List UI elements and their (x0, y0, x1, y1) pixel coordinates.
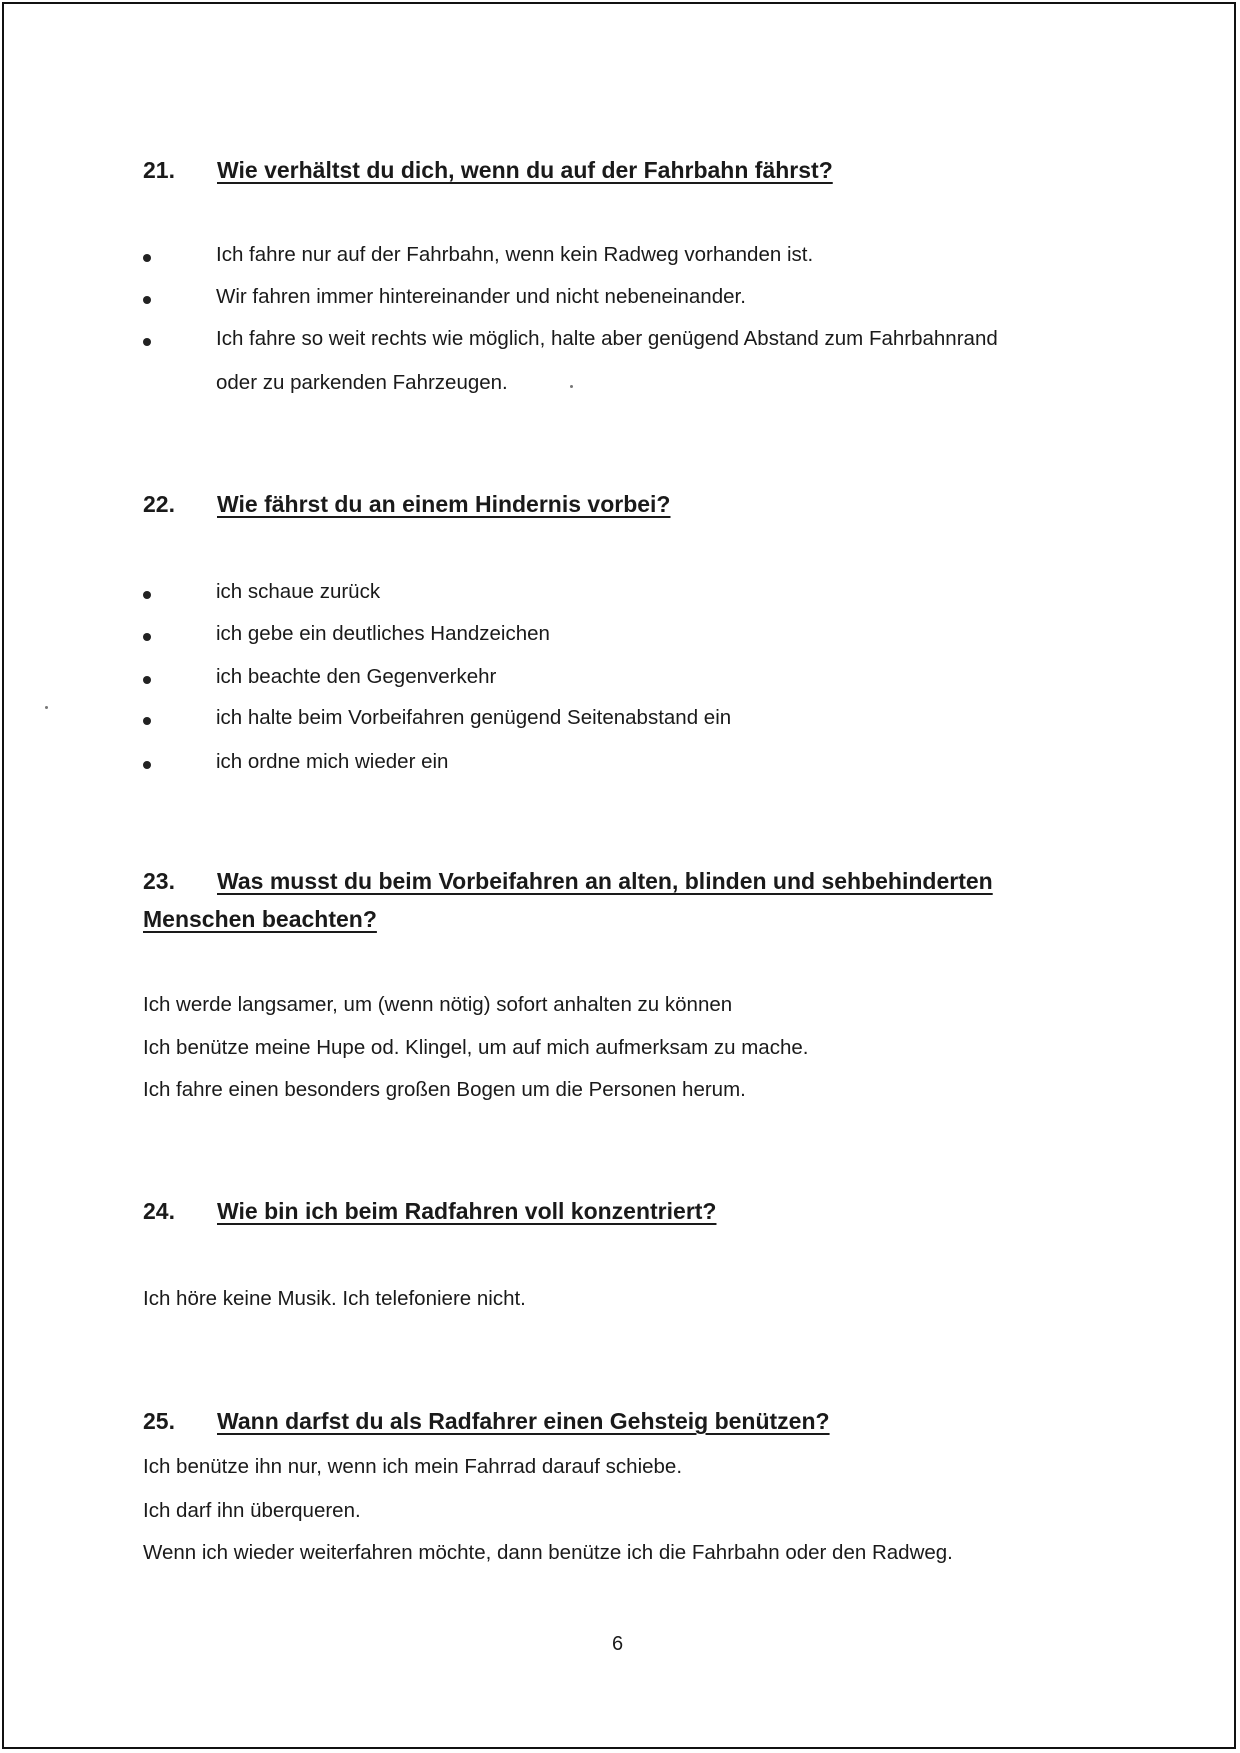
answer-line: ich ordne mich wieder ein (216, 750, 449, 773)
answer-line: Ich fahre nur auf der Fahrbahn, wenn kein Radweg vorhanden ist. (216, 243, 814, 266)
answer-line: Ich werde langsamer, um (wenn nötig) sofort anhalten zu können (143, 993, 733, 1016)
question-title: Wann darfst du als Radfahrer einen Gehsteig benützen? (217, 1408, 830, 1434)
question-23-heading-line2: Menschen beachten? (143, 906, 377, 932)
answer-line: Ich fahre so weit rechts wie möglich, halte aber genügend Abstand zum Fahrbahnrand (216, 327, 998, 350)
question-25-heading (143, 1408, 830, 1435)
bullet-icon (143, 717, 151, 725)
question-number: 24. (143, 1198, 175, 1224)
bullet-icon (143, 676, 151, 684)
bullet-icon (143, 761, 151, 769)
question-23-heading (143, 868, 993, 895)
question-title: Wie fährst du an einem Hindernis vorbei? (217, 491, 671, 517)
question-22-heading (143, 491, 671, 518)
answer-line: Wenn ich wieder weiterfahren möchte, dann benütze ich die Fahrbahn oder den Radweg. (143, 1541, 953, 1564)
bullet-icon (143, 254, 151, 262)
question-number: 21. (143, 157, 175, 183)
question-24-heading (143, 1198, 716, 1225)
question-number: 25. (143, 1408, 175, 1434)
page-number: 6 (612, 1633, 624, 1655)
answer-line: Ich benütze meine Hupe od. Klingel, um auf mich aufmerksam zu mache. (143, 1036, 809, 1059)
answer-line: oder zu parkenden Fahrzeugen. (216, 371, 508, 394)
answer-line: ich schaue zurück (216, 580, 381, 603)
question-title: Wie verhältst du dich, wenn du auf der Fahrbahn fährst? (217, 157, 833, 183)
question-21-heading (143, 157, 833, 184)
scan-speck (45, 706, 48, 709)
bullet-icon (143, 296, 151, 304)
answer-line: ich beachte den Gegenverkehr (216, 665, 497, 688)
answer-line: Wir fahren immer hintereinander und nicht nebeneinander. (216, 285, 746, 308)
answer-line: Ich benütze ihn nur, wenn ich mein Fahrrad darauf schiebe. (143, 1455, 683, 1478)
answer-line: ich gebe ein deutliches Handzeichen (216, 622, 550, 645)
answer-line: Ich darf ihn überqueren. (143, 1499, 361, 1522)
scan-speck (570, 385, 573, 388)
bullet-icon (143, 338, 151, 346)
answer-line: Ich fahre einen besonders großen Bogen um die Personen herum. (143, 1078, 746, 1101)
bullet-icon (143, 633, 151, 641)
question-title: Wie bin ich beim Radfahren voll konzentriert? (217, 1198, 717, 1224)
question-number: 22. (143, 491, 175, 517)
answer-line: Ich höre keine Musik. Ich telefoniere nicht. (143, 1287, 526, 1310)
question-number: 23. (143, 868, 175, 894)
question-title: Was musst du beim Vorbeifahren an alten, blinden und sehbehinderten (217, 868, 993, 894)
answer-line: ich halte beim Vorbeifahren genügend Seitenabstand ein (216, 706, 732, 729)
bullet-icon (143, 591, 151, 599)
